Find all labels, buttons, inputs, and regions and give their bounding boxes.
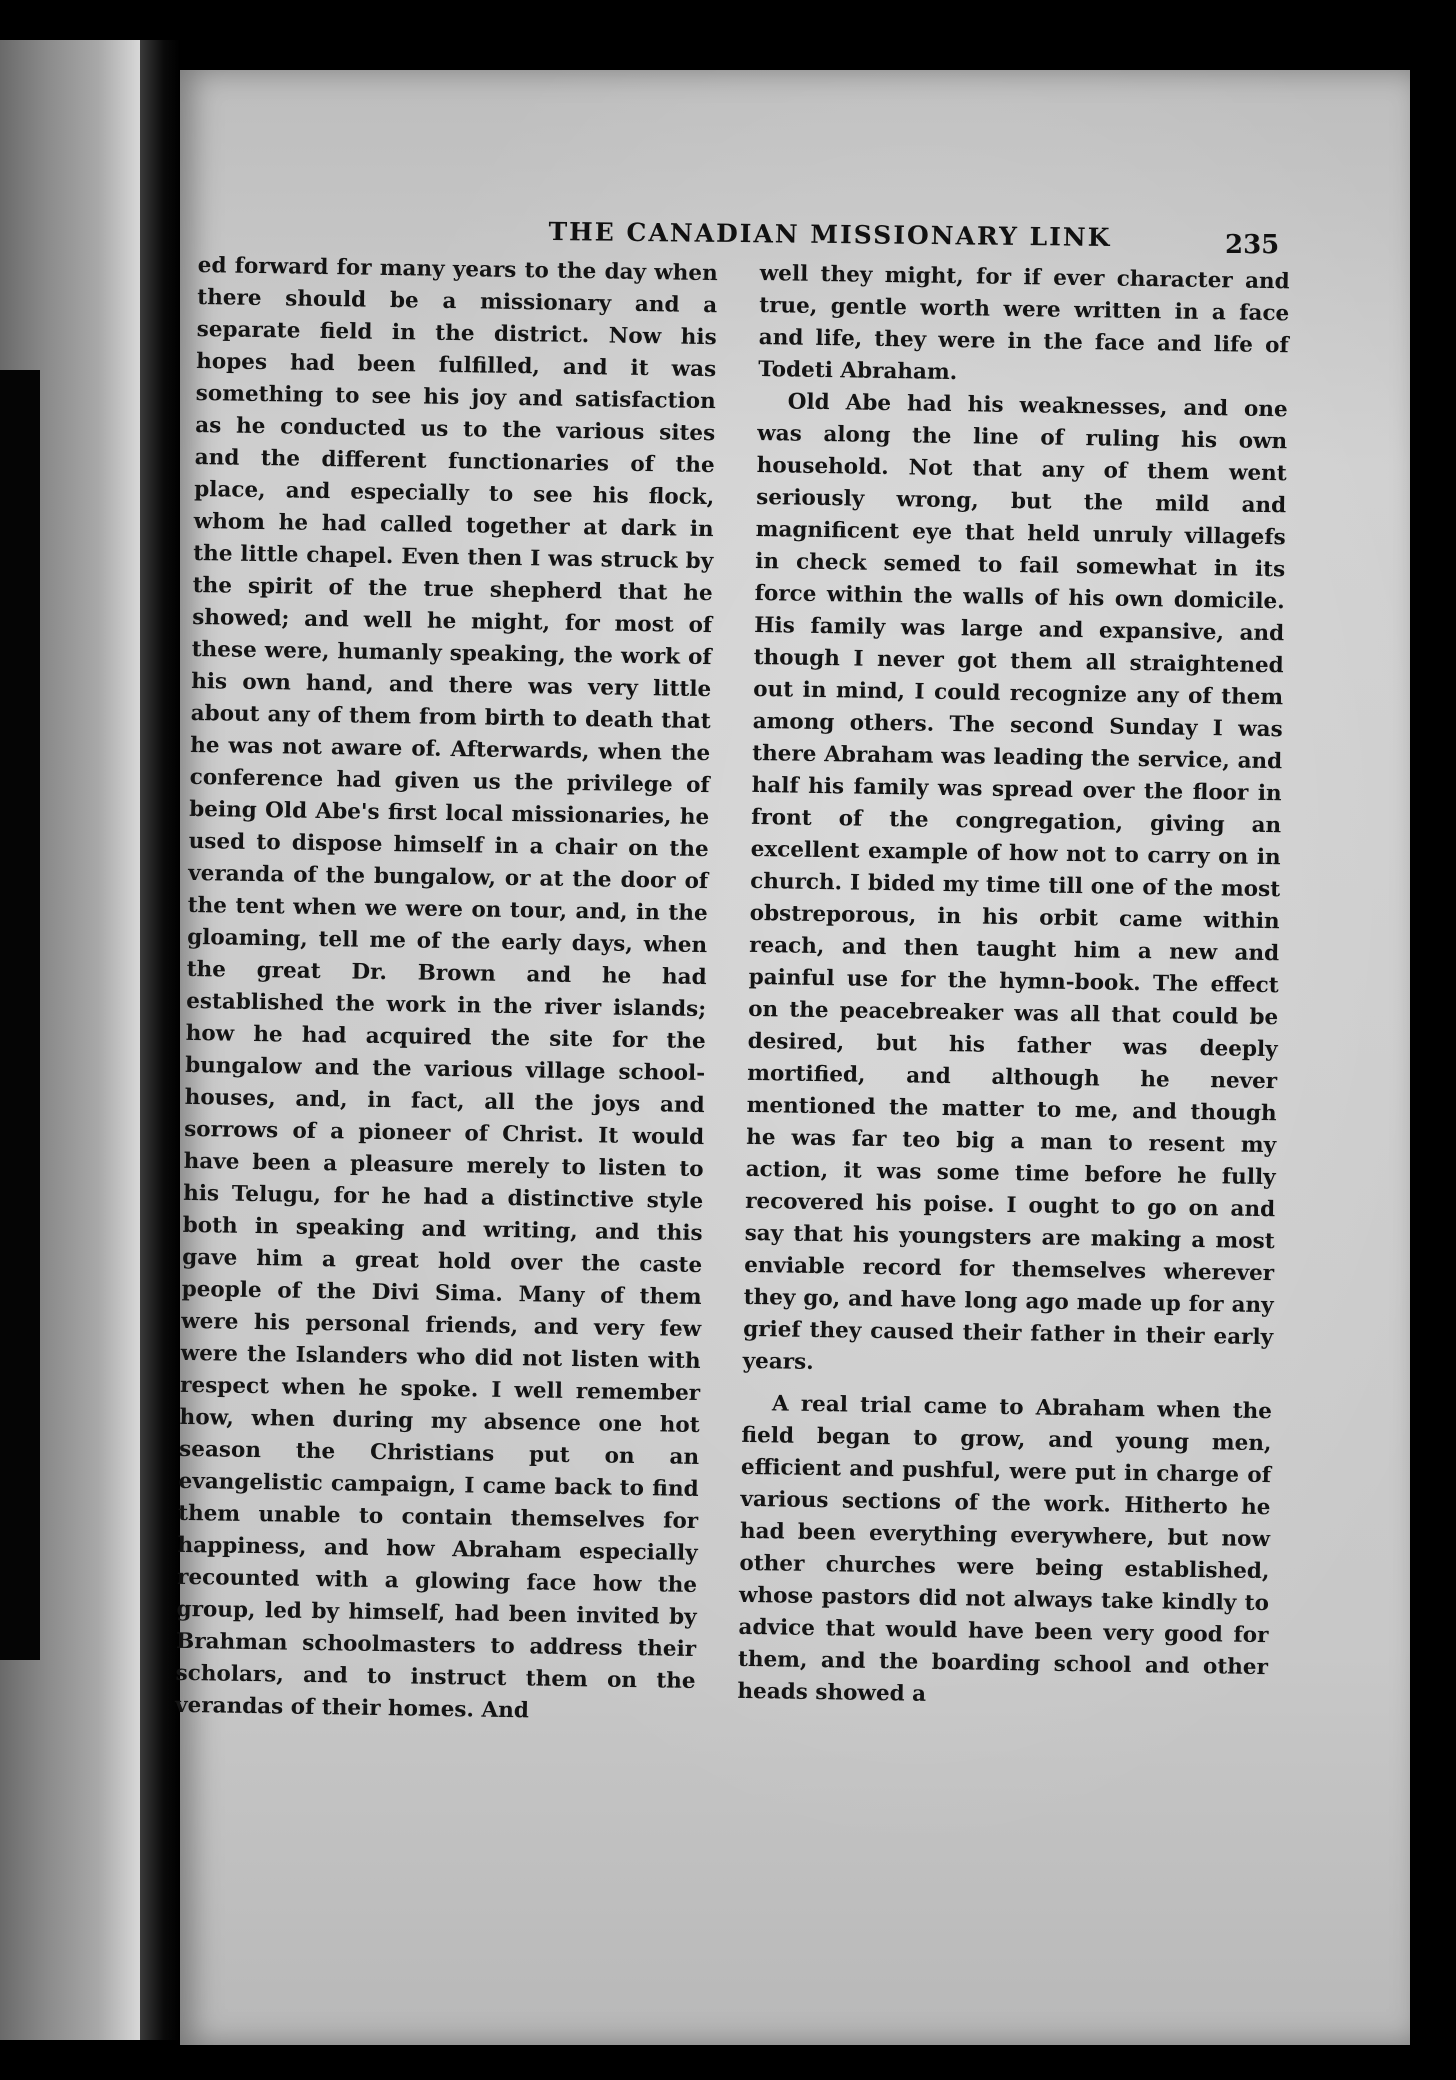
binding-shadow: [0, 370, 40, 1660]
paragraph: well they might, for if ever character and true, gentle worth were written in a face and life, they were in the face and life of Todeti Abraham.: [758, 260, 1290, 386]
page-number: 235: [1225, 230, 1280, 260]
book-page: [174, 70, 1410, 2045]
paragraph: A real trial came to Abraham when the field began to grow, and young men, efficient and pushful, were put in charge of various sections of the work. Hitherto he had been everything everywhere, but now other churches were being established, whose pastors did not always take kindly to advice that would have been very good for them, and the boarding school and other heads showed a: [737, 1391, 1273, 1707]
page-gutter: [140, 40, 180, 2040]
right-column: [737, 258, 1290, 1716]
running-head: THE CANADIAN MISSIONARY LINK: [548, 217, 1112, 252]
paragraph: Old Abe had his weaknesses, and one was along the line of ruling his own household. Not that any of them went seriously wrong, but the mild and magnificent eye that held unruly villagefs in check semed to fail somewhat in its force within the walls of his own domicile. His family was large and expansive, and though I never got them all straightened out in mind, I could recognize any of them among others. The second Sunday I was there Abraham was leading the service, and half his family was spread over the floor in front of the congregation, giving an excellent example of how not to carry on in church. I bided my time till one of the most obstreporous, in his orbit came within reach, and then taught him a new and painful use for the hymn-book. The effect on the peacebreaker was all that could be desired, but his father was deeply mortified, and although he never mentioned the matter to me, and though he was far teo big a man to resent my action, it was some time before he fully recovered his poise. I ought to go on and say that his youngsters are making a most enviable record for themselves wherever they go, and have long ago made up for any grief they caused their father in their early years.: [742, 389, 1288, 1375]
left-column: [175, 250, 718, 1730]
paragraph: ed forward for many years to the day when there should be a missionary and a separate field in the district. Now his hopes had been fulfilled, and it was something to see his joy and satisfaction as he conducted us to the various sites and the different functionaries of the place, and especially to see his flock, whom he had called together at dark in the little chapel. Even then I was struck by the spirit of the true shepherd that he showed; and well he might, for most of these were, humanly speaking, the work of his own hand, and there was very little about any of them from birth to death that he was not aware of. Afterwards, when the conference had given us the privilege of being Old Abe's first local missionaries, he used to dispose himself in a chair on the veranda of the bungalow, or at the door of the tent when we were on tour, and, in the gloaming, tell me of the early days, when the great Dr. Brown and he had established the work in the river islands; how he had acquired the site for the bungalow and the various village school-houses, and, in fact, all the joys and sorrows of a pioneer of Christ. It would have been a pleasure merely to listen to his Telugu, for he had a distinctive style both in speaking and writing, and this gave him a great hold over the caste people of the Divi Sima. Many of them were his personal friends, and very few were the Islanders who did not listen with respect when he spoke. I well remember how, when during my absence one hot season the Christians put on an evangelistic campaign, I came back to find them unable to contain themselves for happiness, and how Abraham especially recounted with a glowing face how the group, led by himself, had been invited by Brahman schoolmasters to address their scholars, and to instruct them on the verandas of their homes. And: [174, 252, 718, 1724]
